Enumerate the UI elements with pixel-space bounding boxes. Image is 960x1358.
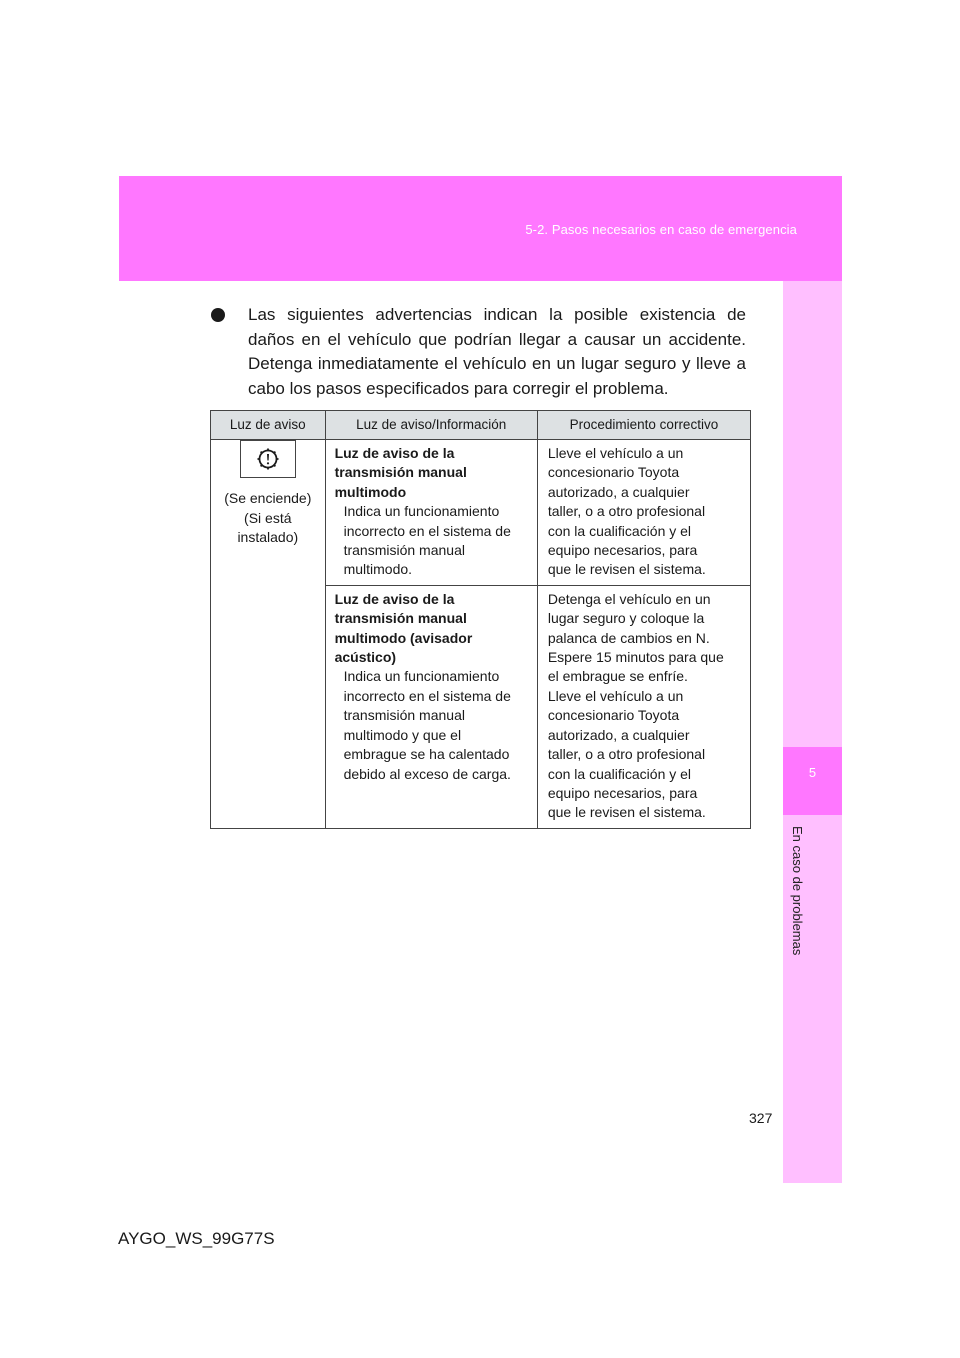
procedure-line: palanca de cambios en N.: [547, 629, 710, 646]
gear-exclamation-icon: [254, 445, 282, 473]
info-desc-line: Indica un funcionamiento: [343, 503, 500, 520]
info-desc-line: incorrecto en el sistema de: [343, 687, 511, 704]
bullet-text: Las siguientes advertencias indican la posible existencia de daños en el vehículo que podrían llegar a causar un accidente. Detenga inmediatamente el vehículo en un lugar seguro y lleve a cabo los pasos especificados para corregir el problema.: [248, 305, 746, 399]
procedure-line: Detenga el vehículo en un: [547, 590, 711, 607]
header-warning-light: Luz de aviso: [211, 411, 326, 440]
bullet-dot-icon: [211, 308, 225, 322]
procedure-line: lugar seguro y coloque la: [547, 610, 705, 627]
procedure-line: el embrague se enfríe.: [547, 668, 688, 685]
procedure-line: autorizado, a cualquier: [547, 483, 690, 500]
procedure-cell-2: [537, 585, 750, 828]
info-desc-line: debido al exceso de carga.: [343, 765, 511, 782]
info-title-line: multimodo (avisador: [334, 629, 473, 646]
info-desc-line: multimodo.: [343, 561, 413, 578]
chapter-number: 5: [808, 765, 817, 780]
info-title-line: transmisión manual: [334, 610, 467, 627]
info-desc-line: embrague se ha calentado: [343, 746, 510, 763]
info-title-line: multimodo: [334, 483, 407, 500]
procedure-line: que le revisen el sistema.: [547, 804, 706, 821]
header-warning-info: Luz de aviso/Información: [325, 411, 537, 440]
procedure-line: equipo necesarios, para: [547, 784, 698, 801]
warning-light-cell: [211, 440, 326, 829]
procedure-line: taller, o a otro profesional: [547, 746, 706, 763]
info-desc-line: incorrecto en el sistema de: [343, 522, 511, 539]
info-cell-1: [325, 440, 537, 586]
procedure-cell-1: [537, 440, 750, 586]
info-desc-line: transmisión manual: [343, 542, 465, 559]
light-note-3: instalado): [237, 529, 299, 546]
info-cell-2: [325, 585, 537, 828]
info-desc-line: transmisión manual: [343, 707, 465, 724]
page-number: 327: [749, 1110, 773, 1126]
bullet-paragraph: [211, 303, 746, 402]
document-code: AYGO_WS_99G77S: [118, 1229, 275, 1248]
info-title-line: Luz de aviso de la: [334, 590, 455, 607]
info-title-line: Luz de aviso de la: [334, 445, 455, 461]
procedure-line: con la cualificación y el: [547, 765, 692, 782]
procedure-line: Espere 15 minutos para que: [547, 649, 724, 666]
chapter-label: En caso de problemas: [790, 826, 805, 956]
warning-table: [210, 410, 751, 829]
procedure-line: con la cualificación y el: [547, 522, 692, 539]
procedure-line: que le revisen el sistema.: [547, 561, 706, 578]
table-row: [211, 440, 751, 586]
info-desc-line: multimodo y que el: [343, 726, 462, 743]
procedure-line: taller, o a otro profesional: [547, 503, 706, 520]
info-title-line: acústico): [334, 649, 397, 666]
procedure-line: concesionario Toyota: [547, 707, 680, 724]
light-note-1: (Se enciende): [224, 490, 312, 507]
table-header-row: [211, 411, 751, 440]
procedure-line: equipo necesarios, para: [547, 542, 698, 559]
procedure-line: autorizado, a cualquier: [547, 726, 690, 743]
side-tab: [783, 281, 842, 1183]
procedure-line: concesionario Toyota: [547, 464, 680, 481]
procedure-line: Lleve el vehículo a un: [547, 445, 684, 461]
info-desc-line: Indica un funcionamiento: [343, 668, 500, 685]
procedure-line: Lleve el vehículo a un: [547, 687, 684, 704]
light-note-2: (Si está: [244, 509, 292, 526]
info-title-line: transmisión manual: [334, 464, 467, 481]
chapter-number-tab: [783, 747, 842, 815]
header-band: [119, 176, 842, 281]
header-procedure: Procedimiento correctivo: [537, 411, 750, 440]
section-title: 5-2. Pasos necesarios en caso de emergencia: [525, 222, 797, 237]
warning-light-box: [240, 440, 296, 478]
